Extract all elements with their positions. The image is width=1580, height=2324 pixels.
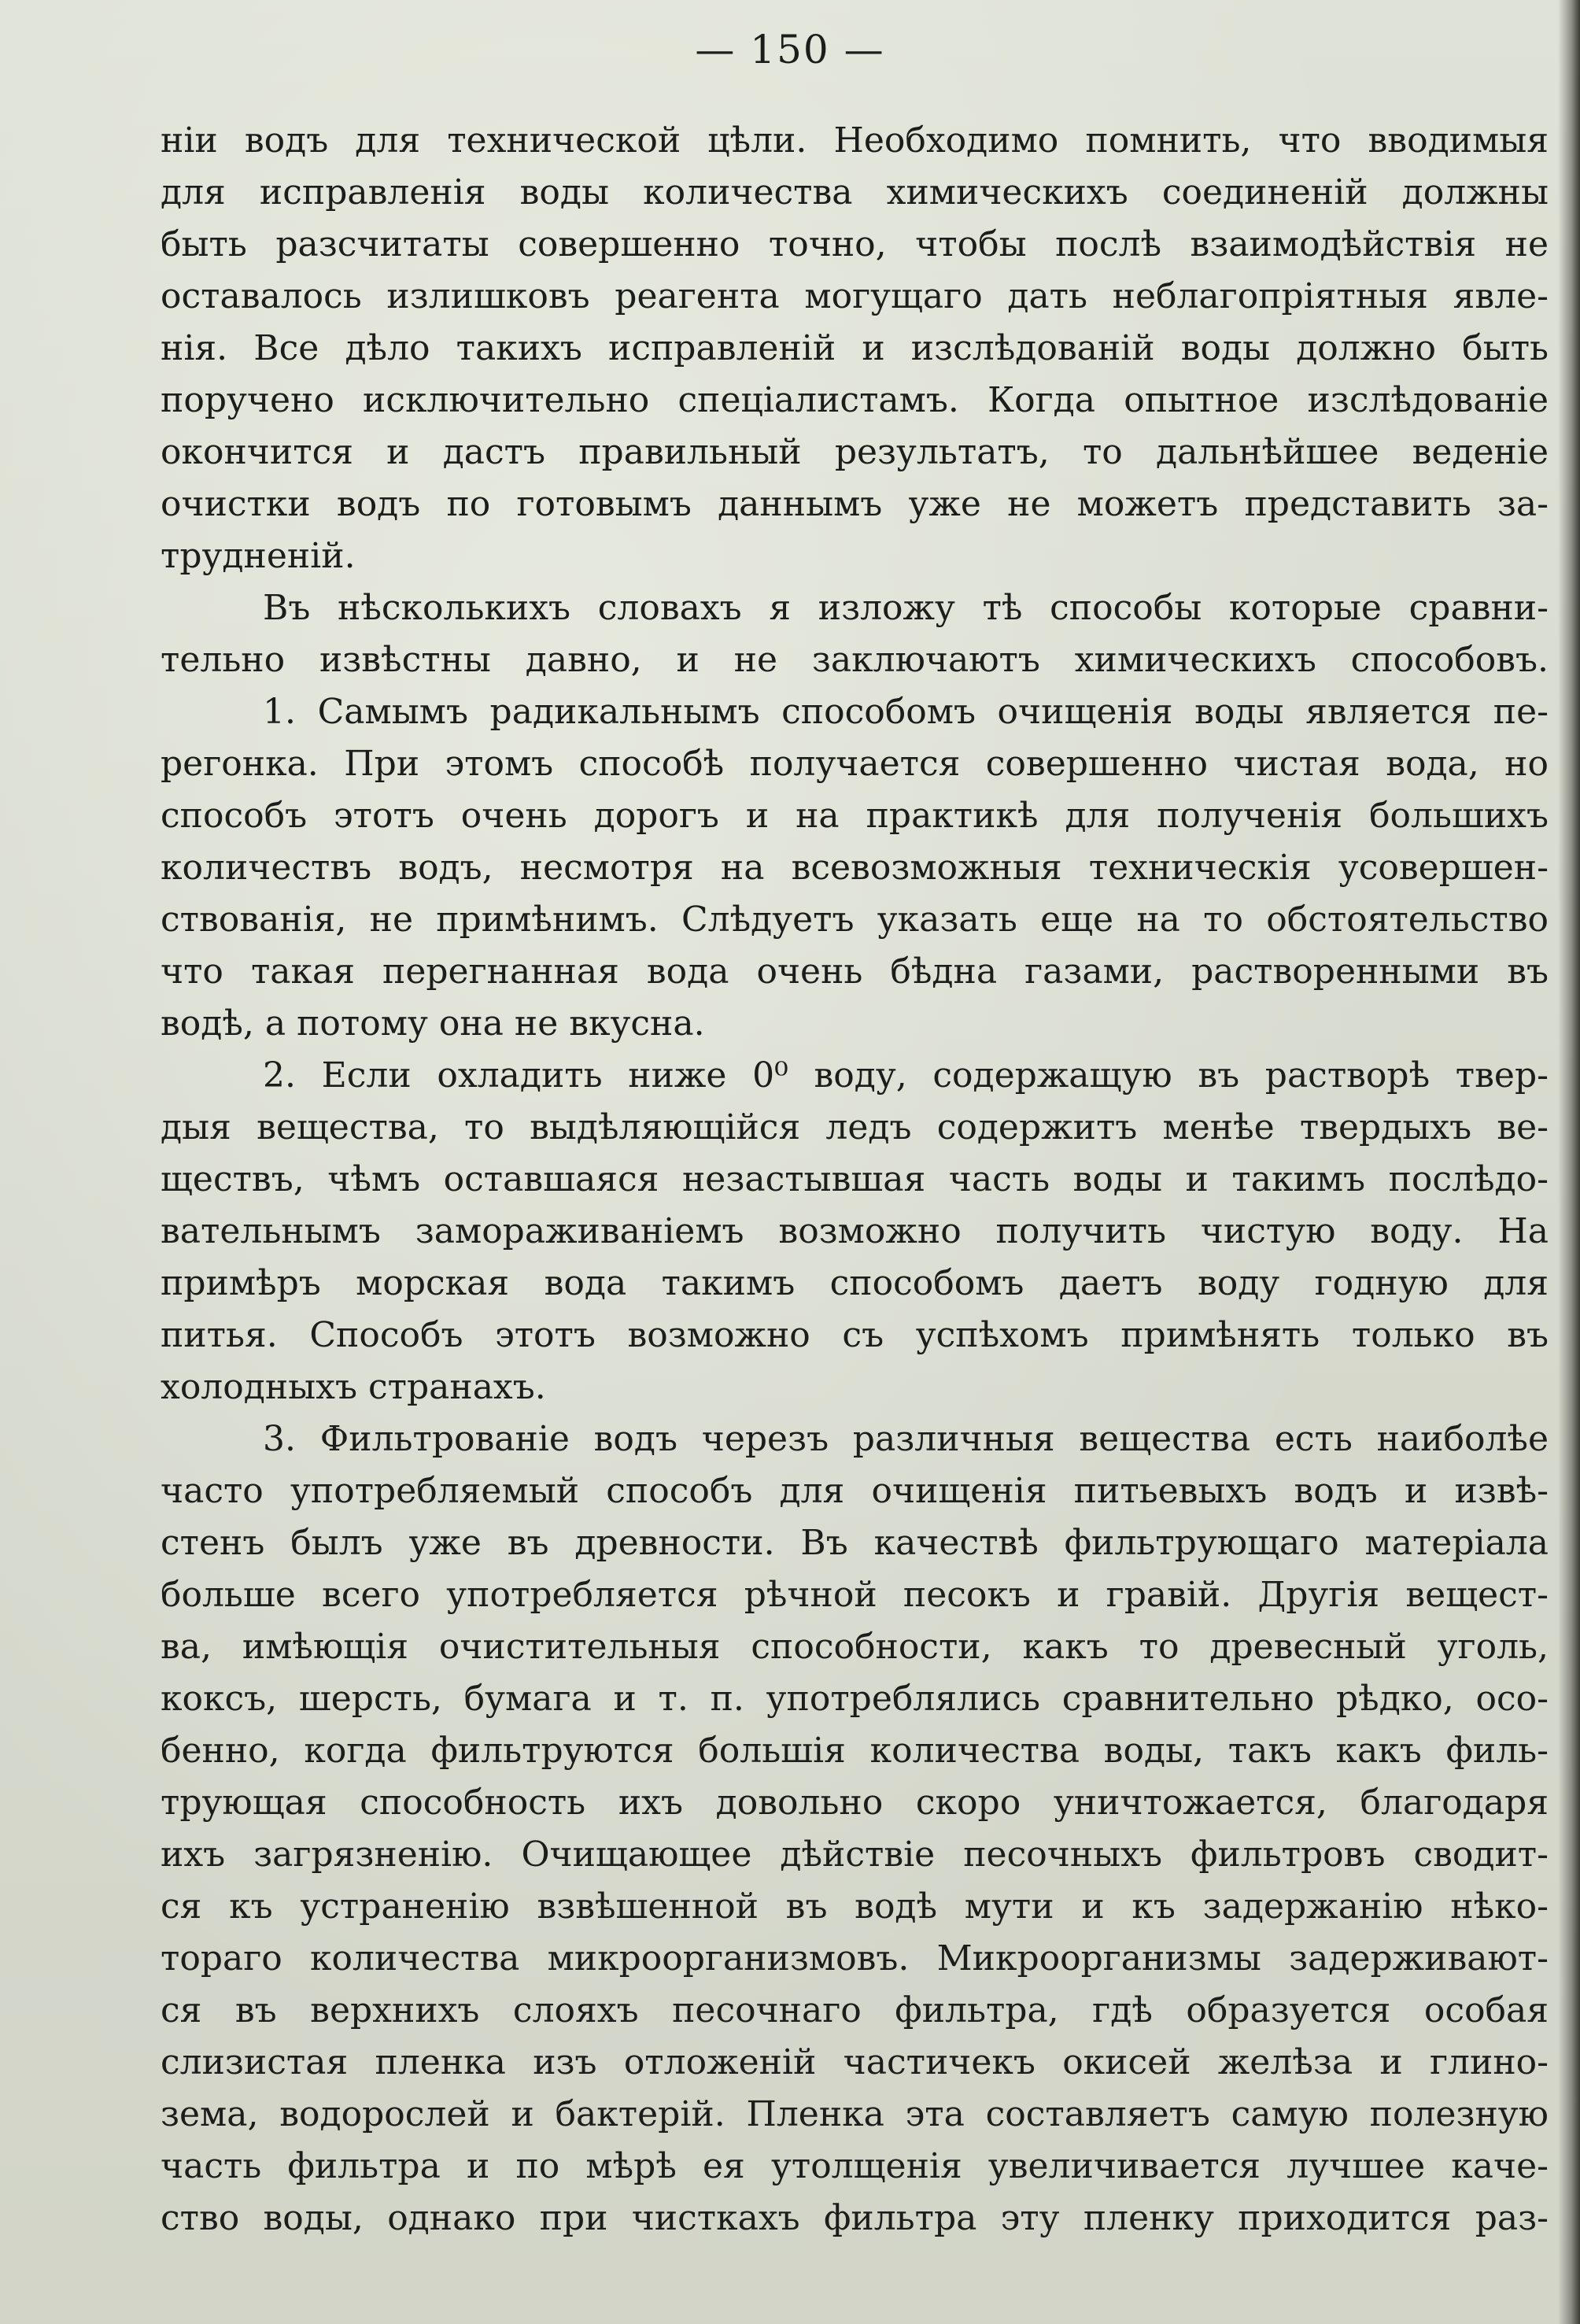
text-line: ва, имѣющія очистительныя способности, какъ то древесный уголь, [161,1627,1549,1667]
text-line: часть фильтра и по мѣрѣ ея утолщенія увеличивается лучшее каче- [161,2146,1549,2186]
text-line: количествъ водъ, несмотря на всевозможныя техническія усовершен- [161,848,1549,888]
text-line: тельно извѣстны давно, и не заключаютъ химическихъ способовъ. [161,640,1549,680]
text-line: тораго количества микроорганизмовъ. Микроорганизмы задерживают- [161,1938,1549,1979]
text-line: примѣръ морская вода такимъ способомъ даетъ воду годную для [161,1263,1549,1303]
text-line: ся къ устраненію взвѣшенной въ водѣ мути и къ задержанію нѣко- [161,1886,1549,1927]
text-line: вательнымъ замораживаніемъ возможно получить чистую воду. На [161,1211,1549,1251]
text-line: окончится и дастъ правильный результатъ, то дальнѣйшее веденіе [161,432,1549,472]
text-line: 3. Фильтрованіе водъ черезъ различныя вещества есть наиболѣе [263,1419,1549,1459]
text-line: ихъ загрязненію. Очищающее дѣйствіе песочныхъ фильтровъ сводит- [161,1834,1549,1875]
text-line: поручено исключительно спеціалистамъ. Когда опытное изслѣдованіе [161,380,1549,420]
text-line: нія. Все дѣло такихъ исправленій и изслѣдованій воды должно быть [161,328,1549,368]
text-line: Въ нѣсколькихъ словахъ я изложу тѣ способы которые сравни- [263,588,1549,628]
text-line: больше всего употребляется рѣчной песокъ и гравій. Другія вещест- [161,1575,1549,1615]
text-line: трудненій. [161,536,356,576]
text-line: 1. Самымъ радикальнымъ способомъ очищенія воды является пе- [263,692,1549,732]
text-line: очистки водъ по готовымъ даннымъ уже не можетъ представить за- [161,484,1549,524]
page-body-text [161,115,1549,2245]
text-line: регонка. При этомъ способѣ получается совершенно чистая вода, но [161,744,1549,784]
text-line: трующая способность ихъ довольно скоро уничтожается, благодаря [161,1783,1549,1823]
text-line: водѣ, а потому она не вкусна. [161,1003,705,1044]
text-line: ство воды, однако при чисткахъ фильтра эту пленку приходится раз- [161,2198,1549,2238]
text-line: ществъ, чѣмъ оставшаяся незастывшая часть воды и такимъ послѣдо- [161,1159,1549,1199]
page-number: — 150 — [695,27,885,72]
text-line: зема, водорослей и бактерій. Пленка эта составляетъ самую полезную [161,2094,1549,2134]
text-line: быть разсчитаты совершенно точно, чтобы послѣ взаимодѣйствія не [161,224,1549,264]
text-line: ствованія, не примѣнимъ. Слѣдуетъ указать еще на то обстоятельство [161,900,1549,940]
text-line: ніи водъ для технической цѣли. Необходимо помнить, что вводимыя [161,120,1549,161]
text-line: питья. Способъ этотъ возможно съ успѣхомъ примѣнять только въ [161,1315,1549,1355]
book-spine-shadow [1558,0,1580,2324]
text-line: дыя вещества, то выдѣляющійся ледъ содержитъ менѣе твердыхъ ве- [161,1107,1549,1147]
text-line: бенно, когда фильтруются большія количества воды, такъ какъ филь- [161,1731,1549,1771]
text-line: стенъ былъ уже въ древности. Въ качествѣ фильтрующаго матеріала [161,1523,1549,1563]
text-line: слизистая пленка изъ отложеній частичекъ окисей желѣза и глино- [161,2042,1549,2082]
text-line: что такая перегнанная вода очень бѣдна газами, растворенными въ [161,951,1549,992]
text-line: оставалось излишковъ реагента могущаго дать неблагопріятныя явле- [161,276,1549,316]
text-line: 2. Если охладить ниже 0⁰ воду, содержащую въ растворѣ твер- [263,1055,1549,1095]
text-line: для исправленія воды количества химическихъ соединеній должны [161,172,1549,212]
text-line: коксъ, шерсть, бумага и т. п. употреблялись сравнительно рѣдко, осо- [161,1679,1549,1719]
text-line: часто употребляемый способъ для очищенія питьевыхъ водъ и извѣ- [161,1471,1549,1511]
text-line: холодныхъ странахъ. [161,1367,546,1407]
text-line: способъ этотъ очень дорогъ и на практикѣ для полученія большихъ [161,796,1549,836]
text-line: ся въ верхнихъ слояхъ песочнаго фильтра, гдѣ образуется особая [161,1990,1549,2030]
